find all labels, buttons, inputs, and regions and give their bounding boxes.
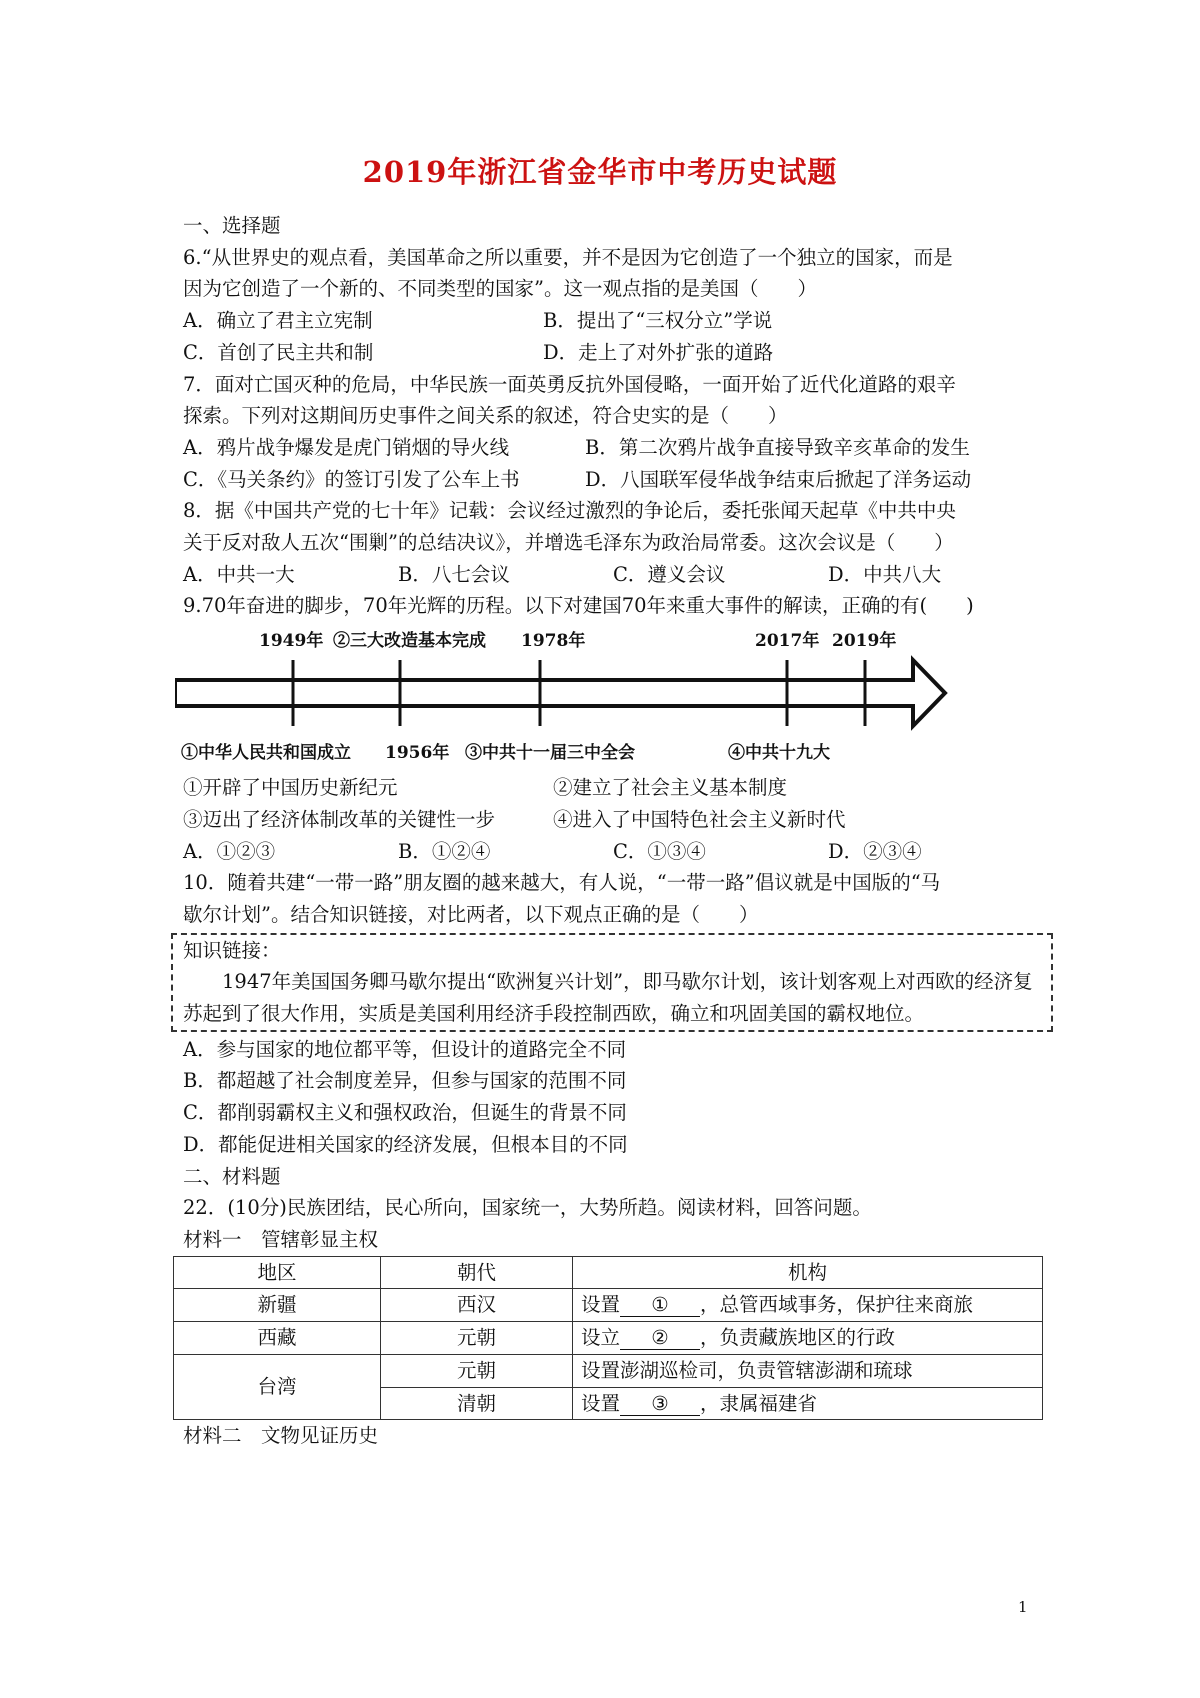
q6-stem-line1: 6.“从世界史的观点看，美国革命之所以重要，并不是因为它创造了一个独立的国家，而是 — [183, 245, 953, 269]
q22-stem: 22．(10分)民族团结，民心所向，国家统一，大势所趋。阅读材料，回答问题。 — [183, 1196, 872, 1220]
table-row — [174, 1354, 1043, 1387]
q8-option-a: A．中共一大 — [183, 562, 295, 586]
q8-option-b: B．八七会议 — [398, 562, 510, 586]
timeline-arrow — [175, 660, 945, 726]
knowledge-link-box — [171, 933, 1053, 1032]
q7-stem-line2: 探索。下列对这期间历史事件之间关系的叙述，符合史实的是（ ） — [183, 404, 788, 428]
table-cell-dynasty: 清朝 — [381, 1387, 573, 1420]
q6-stem-line2: 因为它创造了一个新的、不同类型的国家”。这一观点指的是美国（ ） — [183, 277, 817, 301]
q10-option-d: D．都能促进相关国家的经济发展，但根本目的不同 — [183, 1132, 628, 1156]
q9-statements-row1 — [183, 772, 1043, 804]
table-cell-dynasty: 元朝 — [381, 1354, 573, 1387]
table-cell-region: 新疆 — [174, 1289, 381, 1322]
table-header-region: 地区 — [174, 1256, 381, 1289]
q8-options — [183, 559, 1043, 591]
q8-stem-line1: 8．据《中国共产党的七十年》记载：会议经过激烈的争论后，委托张闻天起草《中共中央 — [183, 499, 956, 523]
q9-statement-3: ③迈出了经济体制改革的关键性一步 — [183, 807, 496, 831]
table-cell-dynasty: 西汉 — [381, 1289, 573, 1322]
timeline-label-2019: 2019年 — [832, 631, 897, 652]
q7-stem-line1: 7．面对亡国灭种的危局，中华民族一面英勇反抗外国侵略，一面开始了近代化道路的艰辛 — [183, 372, 956, 396]
material1-title: 材料一 管辖彰显主权 — [183, 1227, 379, 1251]
q9-options — [183, 836, 1043, 868]
q9-statements-row2 — [183, 804, 1043, 836]
q9-option-d: D．②③④ — [828, 839, 922, 863]
q8-option-c: C．遵义会议 — [613, 562, 726, 586]
q10-option-c: C．都削弱霸权主义和强权政治，但诞生的背景不同 — [183, 1101, 627, 1125]
table-row — [174, 1322, 1043, 1355]
timeline-label-1949: 1949年 — [259, 631, 324, 652]
table-header-institution: 机构 — [573, 1256, 1043, 1289]
q9-statement-1: ①开辟了中国历史新纪元 — [183, 776, 398, 800]
q10-stem-line1: 10．随着共建“一带一路”朋友圈的越来越大，有人说，“一带一路”倡议就是中国版的“马 — [183, 871, 941, 895]
answer-blank-2[interactable]: ② — [620, 1327, 700, 1350]
cell-suffix: ，隶属福建省 — [700, 1391, 818, 1415]
q7-option-c: C．《马关条约》的签订引发了公车上书 — [183, 467, 520, 491]
document-title: 2019年浙江省金华市中考历史试题 — [362, 155, 838, 189]
q9-stem: 9.70年奋进的脚步，70年光辉的历程。以下对建国70年来重大事件的解读，正确的有( ) — [183, 594, 974, 618]
q10-option-b: B．都超越了社会制度差异，但参与国家的范围不同 — [183, 1069, 627, 1093]
timeline-label-2017: 2017年 — [755, 631, 820, 652]
answer-blank-3[interactable]: ③ — [620, 1393, 700, 1416]
table-header-row — [174, 1256, 1043, 1289]
q7-options-row1 — [183, 432, 1043, 464]
timeline-label-three-reforms: ②三大改造基本完成 — [333, 631, 486, 652]
table-cell-institution — [573, 1289, 1043, 1322]
cell-prefix: 设置 — [581, 1391, 621, 1415]
page-number: 1 — [1018, 1598, 1028, 1616]
q9-statement-2: ②建立了社会主义基本制度 — [553, 776, 788, 800]
q6-option-b: B．提出了“三权分立”学说 — [543, 309, 773, 333]
q6-option-a: A．确立了君主立宪制 — [183, 309, 373, 333]
cell-prefix: 设置 — [581, 1293, 621, 1317]
answer-blank-1[interactable]: ① — [620, 1294, 700, 1317]
q7-option-d: D．八国联军侵华战争结束后掀起了洋务运动 — [585, 467, 972, 491]
q9-option-c: C．①③④ — [613, 839, 706, 863]
q6-options-row1 — [183, 305, 1043, 337]
q6-options-row2 — [183, 337, 1043, 369]
timeline-label-19th-congress: ④中共十九大 — [728, 743, 830, 764]
q7-option-b: B．第二次鸦片战争直接导致辛亥革命的发生 — [585, 435, 970, 459]
table-cell-region: 台湾 — [174, 1354, 381, 1419]
timeline-label-third-plenum: ③中共十一届三中全会 — [465, 743, 635, 764]
q9-statement-4: ④进入了中国特色社会主义新时代 — [553, 807, 846, 831]
table-cell-region: 西藏 — [174, 1322, 381, 1355]
section-heading: 一、选择题 — [183, 214, 281, 237]
q6-option-d: D．走上了对外扩张的道路 — [543, 340, 774, 364]
timeline-label-1956: 1956年 — [385, 743, 450, 764]
q9-option-b: B．①②④ — [398, 839, 491, 863]
q9-option-a: A．①②③ — [183, 839, 276, 863]
section-heading-2: 二、材料题 — [183, 1164, 281, 1188]
cell-suffix: ，负责藏族地区的行政 — [700, 1326, 896, 1350]
material1-table — [173, 1256, 1043, 1421]
table-cell-dynasty: 元朝 — [381, 1322, 573, 1355]
knowledge-link-text: 1947年美国国务卿马歇尔提出“欧洲复兴计划”，即马歇尔计划，该计划客观上对西欧的经济复苏起到了很大作用，实质是美国利用经济手段控制西欧，确立和巩固美国的霸权地位。 — [183, 970, 1033, 1026]
table-cell-institution — [573, 1322, 1043, 1355]
q7-options-row2 — [183, 464, 1043, 496]
table-header-dynasty: 朝代 — [381, 1256, 573, 1289]
q6-option-c: C．首创了民主共和制 — [183, 340, 374, 364]
table-cell-institution: 设置澎湖巡检司，负责管辖澎湖和琉球 — [573, 1354, 1043, 1387]
table-row — [174, 1289, 1043, 1322]
cell-suffix: ，总管西域事务，保护往来商旅 — [700, 1293, 974, 1317]
q8-option-d: D．中共八大 — [828, 562, 942, 586]
cell-prefix: 设立 — [581, 1326, 621, 1350]
timeline-label-1978: 1978年 — [521, 631, 586, 652]
material2-title: 材料二 文物见证历史 — [183, 1424, 379, 1448]
q10-stem-line2: 歇尔计划”。结合知识链接，对比两者，以下观点正确的是（ ） — [183, 902, 759, 926]
exam-content — [183, 210, 1043, 1452]
q7-option-a: A．鸦片战争爆发是虎门销烟的导火线 — [183, 435, 510, 459]
table-cell-institution — [573, 1387, 1043, 1420]
q10-option-a: A．参与国家的地位都平等，但设计的道路完全不同 — [183, 1037, 627, 1061]
timeline-figure — [175, 624, 1043, 772]
timeline-label-prc-founded: ①中华人民共和国成立 — [181, 743, 351, 764]
q8-stem-line2: 关于反对敌人五次“围剿”的总结决议》，并增选毛泽东为政治局常委。这次会议是（ ） — [183, 531, 954, 555]
knowledge-link-title: 知识链接： — [183, 938, 281, 962]
